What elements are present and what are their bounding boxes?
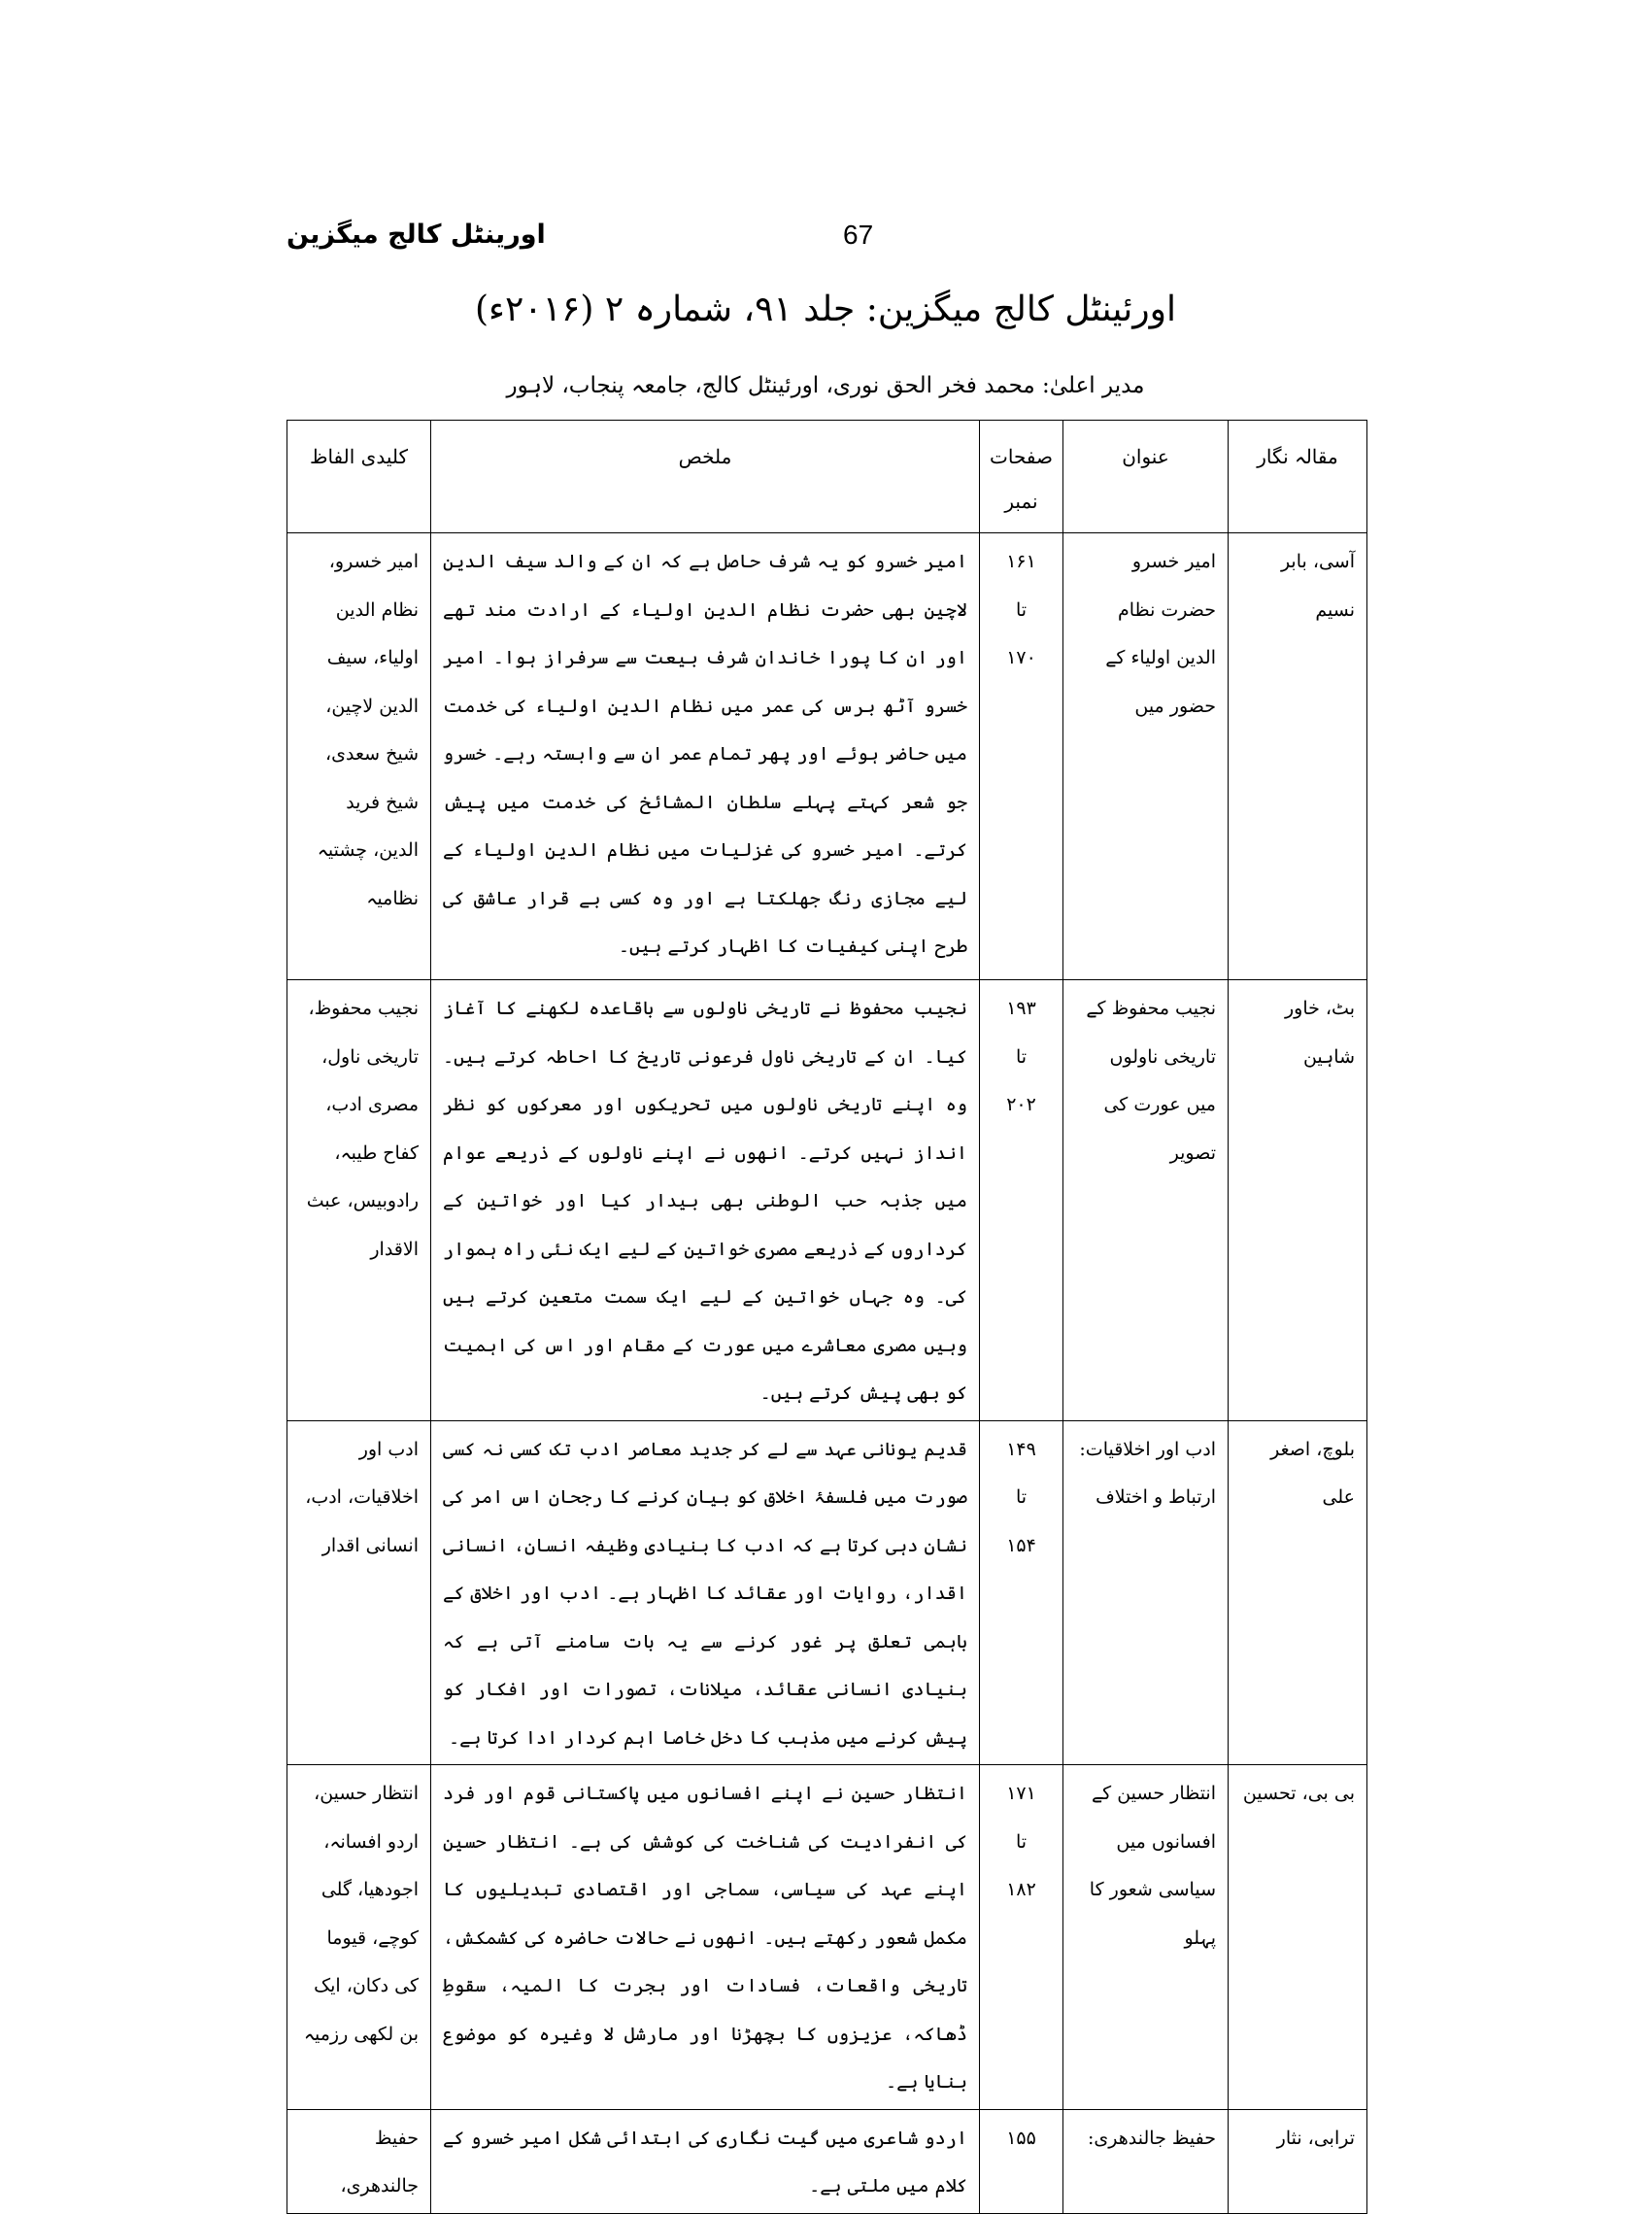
page-start: ۱۶۱ xyxy=(1006,551,1036,572)
pages-cell xyxy=(980,1765,1063,2110)
journal-name: اورینٹل کالج میگزین xyxy=(287,220,546,250)
page-end: ۲۰۲ xyxy=(1006,1094,1036,1115)
page-end: ۱۸۲ xyxy=(1006,1879,1036,1900)
abstract-cell: قدیم یونانی عہد سے لے کر جدید معاصر ادب تک کسی نہ کسی صورت میں فلسفۂ اخلاق کو بیان کرنے کا رجحان اس امر کی نشان دہی کرتا ہے کہ ادب کا بنیادی وظیفہ انسان، انسانی اقدار، روایات اور عقائد کا اظہار ہے۔ ادب اور اخلاق کے باہمی تعلق پر غور کرنے سے یہ بات سامنے آتی ہے کہ بنیادی انسانی عقائد، میلانات، تصورات اور افکار کو پیش کرنے میں مذہب کا دخل خاصا اہم کردار ادا کرتا ہے۔ xyxy=(431,1420,980,1765)
page-subtitle: مدیر اعلیٰ: محمد فخر الحق نوری، اورئینٹل کالج، جامعہ پنجاب، لاہور xyxy=(506,373,1145,398)
header-keywords: کلیدی الفاظ xyxy=(287,421,431,533)
page-range-word: تا xyxy=(1015,1486,1028,1508)
contents-table xyxy=(287,420,1367,2214)
page-start: ۱۹۳ xyxy=(1006,998,1036,1019)
header-pages: صفحات نمبر xyxy=(980,421,1063,533)
table-row xyxy=(287,980,1367,1421)
abstract-cell: نجیب محفوظ نے تاریخی ناولوں سے باقاعدہ لکھنے کا آغاز کیا۔ ان کے تاریخی ناول فرعونی تاریخ کا احاطہ کرتے ہیں۔ وہ اپنے تاریخی ناولوں میں تحریکوں اور معرکوں کو نظر انداز نہیں کرتے۔ انھوں نے اپنے ناولوں کے ذریعے عوام میں جذبہ حب الوطنی بھی بیدار کیا اور خواتین کے کرداروں کے ذریعے مصری خواتین کے لیے ایک نئی راہ ہموار کی۔ وہ جہاں خواتین کے لیے ایک سمت متعین کرتے ہیں وہیں مصری معاشرے میں عورت کے مقام اور اس کی اہمیت کو بھی پیش کرتے ہیں۔ xyxy=(431,980,980,1421)
abstract-cell: امیر خسرو کو یہ شرف حاصل ہے کہ ان کے والد سیف الدین لاچین بھی حضرت نظام الدین اولیاء کے ارادت مند تھے اور ان کا پورا خاندان شرف بیعت سے سرفراز ہوا۔ امیر خسرو آٹھ برس کی عمر میں نظام الدین اولیاء کی خدمت میں حاضر ہوئے اور پھر تمام عمر ان سے وابستہ رہے۔ خسرو جو شعر کہتے پہلے سلطان المشائخ کی خدمت میں پیش کرتے۔ امیر خسرو کی غزلیات میں نظام الدین اولیاء کے لیے مجازی رنگ جھلکتا ہے اور وہ کسی بے قرار عاشق کی طرح اپنی کیفیات کا اظہار کرتے ہیں۔ xyxy=(431,533,980,980)
table-row xyxy=(287,533,1367,980)
abstract-cell: انتظار حسین نے اپنے افسانوں میں پاکستانی قوم اور فرد کی انفرادیت کی شناخت کی کوشش کی ہے۔ انتظار حسین اپنے عہد کی سیاسی، سماجی اور اقتصادی تبدیلیوں کا مکمل شعور رکھتے ہیں۔ انھوں نے حالات حاضرہ کی کشمکش، تاریخی واقعات، فسادات اور ہجرت کا المیہ، سقوطِ ڈھاکہ، عزیزوں کا بچھڑنا اور مارشل لا وغیرہ کو موضوع بنایا ہے۔ xyxy=(431,1765,980,2110)
keywords-cell: حفیظ جالندھری، xyxy=(287,2109,431,2213)
author-cell: بی بی، تحسین xyxy=(1229,1765,1367,2110)
header-abstract: ملخص xyxy=(431,421,980,533)
keywords-cell: انتظار حسین، اردو افسانہ، اجودھیا، گلی کوچے، قیوما کی دکان، ایک بن لکھی رزمیہ xyxy=(287,1765,431,2110)
author-cell: ترابی، نثار xyxy=(1229,2109,1367,2213)
page-end: ۱۷۰ xyxy=(1006,647,1036,668)
abstract-cell: اردو شاعری میں گیت نگاری کی ابتدائی شکل امیر خسرو کے کلام میں ملتی ہے۔ xyxy=(431,2109,980,2213)
author-cell: آسی، بابر نسیم xyxy=(1229,533,1367,980)
keywords-cell: نجیب محفوظ، تاریخی ناول، مصری ادب، کفاح طیبہ، رادوبیس، عبث الاقدار xyxy=(287,980,431,1421)
title-cell: نجیب محفوظ کے تاریخی ناولوں میں عورت کی تصویر xyxy=(1063,980,1229,1421)
table-row xyxy=(287,1420,1367,1765)
header-author: مقالہ نگار xyxy=(1229,421,1367,533)
table-header-row xyxy=(287,421,1367,533)
header-title: عنوان xyxy=(1063,421,1229,533)
page-start: ۱۷۱ xyxy=(1006,1783,1036,1804)
page-range-word: تا xyxy=(1015,1830,1028,1853)
page-start: ۱۵۵ xyxy=(1006,2127,1036,2149)
page-number: 67 xyxy=(843,220,874,250)
table-row xyxy=(287,2109,1367,2213)
pages-cell xyxy=(980,533,1063,980)
table-row xyxy=(287,1765,1367,2110)
author-cell: بٹ، خاور شاہین xyxy=(1229,980,1367,1421)
title-cell: ادب اور اخلاقیات: ارتباط و اختلاف xyxy=(1063,1420,1229,1765)
author-cell: بلوچ، اصغر علی xyxy=(1229,1420,1367,1765)
pages-cell xyxy=(980,1420,1063,1765)
page-end: ۱۵۴ xyxy=(1006,1534,1036,1556)
keywords-cell: امیر خسرو، نظام الدین اولیاء، سیف الدین لاچین، شیخ سعدی، شیخ فرید الدین، چشتیہ نظامیہ xyxy=(287,533,431,980)
running-head xyxy=(287,220,874,268)
page-range-word: تا xyxy=(1015,1045,1028,1068)
page-range-word: تا xyxy=(1015,598,1028,621)
page-start: ۱۴۹ xyxy=(1006,1438,1036,1460)
keywords-cell: ادب اور اخلاقیات، ادب، انسانی اقدار xyxy=(287,1420,431,1765)
page-title: اورئینٹل کالج میگزین: جلد ۹۱، شمارہ ۲ (۲۰۱۶ء) xyxy=(474,290,1177,329)
title-cell: انتظار حسین کے افسانوں میں سیاسی شعور کا پہلو xyxy=(1063,1765,1229,2110)
pages-cell xyxy=(980,2109,1063,2213)
pages-cell xyxy=(980,980,1063,1421)
title-cell: حفیظ جالندھری: xyxy=(1063,2109,1229,2213)
title-cell: امیر خسرو حضرت نظام الدین اولیاء کے حضور میں xyxy=(1063,533,1229,980)
